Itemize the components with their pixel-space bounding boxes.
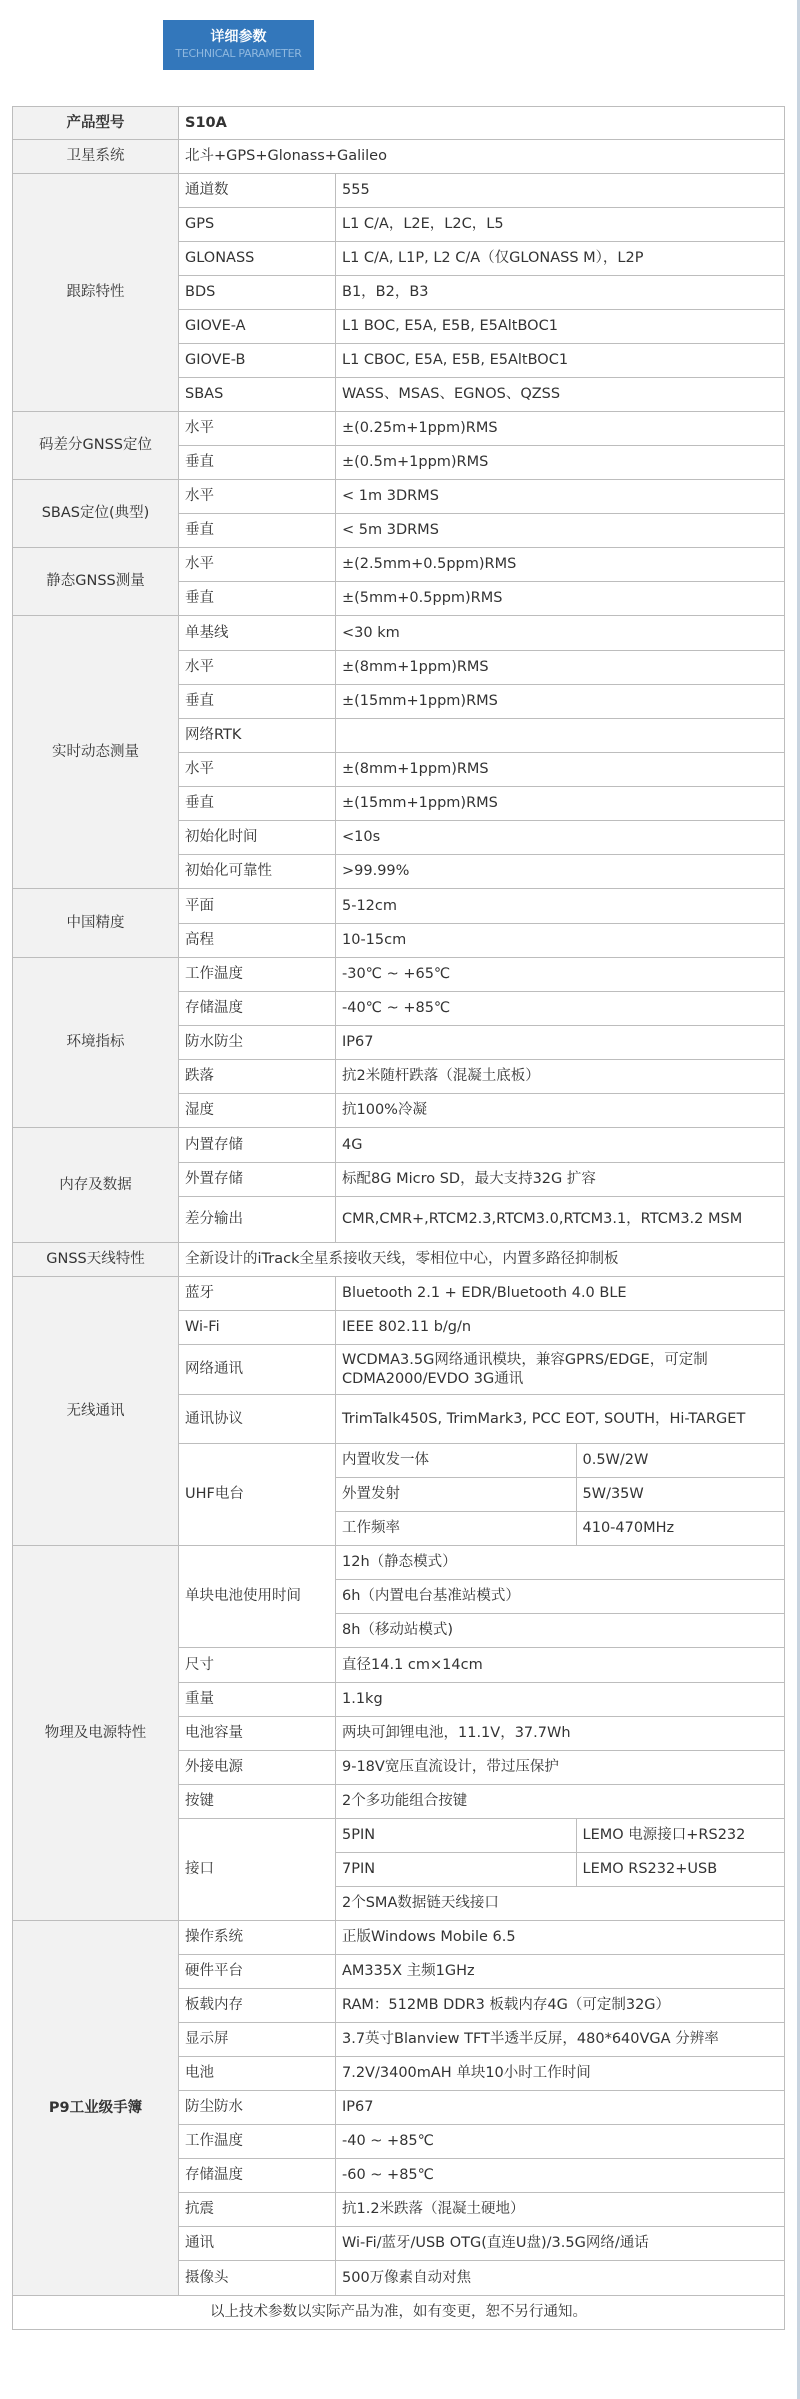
row-key: 工作频率 [336,1512,576,1546]
row-value: ±(0.25m+1ppm)RMS [336,412,785,446]
row-key: 7PIN [336,1853,576,1886]
row-key: BDS [179,276,336,310]
row-key: 跌落 [179,1060,336,1094]
row-key: 抗震 [179,2193,336,2227]
row-key: 通讯 [179,2227,336,2261]
row-value: L1 BOC, E5A, E5B, E5AltBOC1 [336,310,785,344]
row-key: 外接电源 [179,1751,336,1785]
row-value: 标配8G Micro SD，最大支持32G 扩容 [336,1163,785,1197]
row-value: LEMO 电源接口+RS232 [582,1827,746,1843]
row-value: 410-470MHz [582,1520,675,1536]
row-value: 抗1.2米跌落（混凝土硬地） [336,2193,785,2227]
table-row [13,412,785,446]
table-row [13,1921,785,1955]
row-key: 蓝牙 [179,1277,336,1311]
banner-subtitle: TECHNICAL PARAMETER [175,47,302,60]
row-key: 水平 [179,651,336,685]
wireless-label: 无线通讯 [13,1277,179,1546]
row-key: 湿度 [179,1094,336,1128]
row-key: Wi-Fi [179,1311,336,1345]
row-value: 500万像素自动对焦 [336,2261,785,2296]
technical-parameter-banner [163,20,314,70]
row-key: 显示屏 [179,2023,336,2057]
row-value: WCDMA3.5G网络通讯模块，兼容GPRS/EDGE，可定制CDMA2000/EVDO 3G通讯 [336,1345,785,1395]
interface-label: 接口 [179,1819,336,1921]
table-row [13,1243,785,1277]
row-value: WASS、MSAS、EGNOS、QZSS [336,378,785,412]
row-value: LEMO RS232+USB [582,1861,718,1877]
row-value: ±(0.5m+1ppm)RMS [336,446,785,480]
battery-time-label: 单块电池使用时间 [179,1546,336,1648]
rtk-label: 实时动态测量 [13,616,179,889]
row-value: 10-15cm [336,924,785,958]
table-row [13,1277,785,1311]
uhf-subtable [336,1444,784,1545]
storage-label: 内存及数据 [13,1128,179,1243]
row-value: -30℃ ~ +65℃ [336,958,785,992]
table-row [13,616,785,651]
row-value: 抗2米随杆跌落（混凝土底板） [336,1060,785,1094]
row-value: 抗100%冷凝 [336,1094,785,1128]
table-row [13,2296,785,2330]
row-key: GIOVE-B [179,344,336,378]
table-row [336,1478,784,1512]
row-value: IP67 [336,1026,785,1060]
spec-table [12,106,785,2330]
uhf-subtable-cell [336,1444,785,1546]
row-key: 单基线 [179,616,336,651]
table-row [13,107,785,140]
table-row [13,140,785,174]
table-row [13,958,785,992]
row-value: ±(2.5mm+0.5ppm)RMS [336,548,785,582]
table-row [13,1546,785,1580]
row-key: 硬件平台 [179,1955,336,1989]
row-key: 操作系统 [179,1921,336,1955]
physical-label: 物理及电源特性 [13,1546,179,1921]
row-key: 初始化时间 [179,821,336,855]
antenna-label: GNSS天线特性 [13,1243,179,1277]
satellite-value: 北斗+GPS+Glonass+Galileo [179,140,785,174]
row-value: CMR,CMR+,RTCM2.3,RTCM3.0,RTCM3.1，RTCM3.2 MSM [336,1197,785,1243]
row-key: 网络RTK [179,719,336,753]
row-key: 通讯协议 [179,1395,336,1444]
row-value: -40 ~ +85℃ [336,2125,785,2159]
interface-cell [336,1853,785,1887]
row-key: 初始化可靠性 [179,855,336,889]
row-key: 水平 [179,548,336,582]
row-value: L1 CBOC, E5A, E5B, E5AltBOC1 [336,344,785,378]
interface-cell [336,1819,785,1853]
row-value: IEEE 802.11 b/g/n [336,1311,785,1345]
row-value: 6h（内置电台基准站模式） [336,1580,785,1614]
china-label: 中国精度 [13,889,179,958]
row-key: 电池容量 [179,1717,336,1751]
row-value: -60 ~ +85℃ [336,2159,785,2193]
row-value: TrimTalk450S, TrimMark3, PCC EOT, SOUTH，Hi-TARGET [336,1395,785,1444]
table-row [13,1128,785,1163]
row-value: < 5m 3DRMS [336,514,785,548]
row-key: 摄像头 [179,2261,336,2296]
header-label: 产品型号 [13,107,179,140]
row-value: < 1m 3DRMS [336,480,785,514]
table-row [13,548,785,582]
row-key: 重量 [179,1683,336,1717]
row-key: 防尘防水 [179,2091,336,2125]
row-key: 板载内存 [179,1989,336,2023]
table-row [336,1444,784,1478]
interface-subtable [336,1819,784,1852]
row-value [336,719,785,753]
row-key: 平面 [179,889,336,924]
row-key: 垂直 [179,582,336,616]
table-row [13,174,785,208]
row-value: B1，B2，B3 [336,276,785,310]
uhf-label: UHF电台 [179,1444,336,1546]
row-value: 8h（移动站模式) [336,1614,785,1648]
row-key: 外置发射 [336,1478,576,1512]
row-key: 网络通讯 [179,1345,336,1395]
row-key: 水平 [179,412,336,446]
row-value: AM335X 主频1GHz [336,1955,785,1989]
row-key: GLONASS [179,242,336,276]
table-row [13,889,785,924]
row-key: 工作温度 [179,2125,336,2159]
row-value: <10s [336,821,785,855]
row-value: RAM：512MB DDR3 板载内存4G（可定制32G） [336,1989,785,2023]
row-key: 垂直 [179,685,336,719]
row-value: ±(15mm+1ppm)RMS [336,787,785,821]
row-value: 5-12cm [336,889,785,924]
row-value: 1.1kg [336,1683,785,1717]
row-value: ±(8mm+1ppm)RMS [336,651,785,685]
row-value: 正版Windows Mobile 6.5 [336,1921,785,1955]
row-value: Bluetooth 2.1 + EDR/Bluetooth 4.0 BLE [336,1277,785,1311]
row-value: 4G [336,1128,785,1163]
row-value: IP67 [336,2091,785,2125]
row-value: 直径14.1 cm×14cm [336,1648,785,1683]
code-diff-label: 码差分GNSS定位 [13,412,179,480]
row-value: >99.99% [336,855,785,889]
row-value: L1 C/A，L2E，L2C，L5 [336,208,785,242]
row-value: L1 C/A, L1P, L2 C/A（仅GLONASS M），L2P [336,242,785,276]
row-key: GIOVE-A [179,310,336,344]
static-label: 静态GNSS测量 [13,548,179,616]
env-label: 环境指标 [13,958,179,1128]
row-key: SBAS [179,378,336,412]
row-key: 差分输出 [179,1197,336,1243]
row-value: 5W/35W [576,1478,784,1512]
row-key: 水平 [179,480,336,514]
table-row [336,1512,784,1546]
row-key: 高程 [179,924,336,958]
row-value: ±(8mm+1ppm)RMS [336,753,785,787]
satellite-label: 卫星系统 [13,140,179,174]
row-key: 外置存储 [179,1163,336,1197]
row-value: 7.2V/3400mAH 单块10小时工作时间 [336,2057,785,2091]
row-value: 2个SMA数据链天线接口 [336,1887,785,1921]
row-key: 电池 [179,2057,336,2091]
table-row [336,1819,784,1852]
row-value: Wi-Fi/蓝牙/USB OTG(直连U盘)/3.5G网络/通话 [336,2227,785,2261]
row-key: 工作温度 [179,958,336,992]
header-model: S10A [179,107,785,140]
row-key: 垂直 [179,787,336,821]
tracking-label: 跟踪特性 [13,174,179,412]
row-value: <30 km [336,616,785,651]
sbas-label: SBAS定位(典型) [13,480,179,548]
row-key: 水平 [179,753,336,787]
banner-title: 详细参数 [210,29,267,45]
row-value: 3.7英寸Blanview TFT半透半反屏，480*640VGA 分辨率 [336,2023,785,2057]
footer-note: 以上技术参数以实际产品为准，如有变更，恕不另行通知。 [13,2296,785,2330]
row-key: 存储温度 [179,992,336,1026]
row-value: 9-18V宽压直流设计，带过压保护 [336,1751,785,1785]
row-key: 按键 [179,1785,336,1819]
row-key: 垂直 [179,446,336,480]
row-value: ±(5mm+0.5ppm)RMS [336,582,785,616]
row-value: ±(15mm+1ppm)RMS [336,685,785,719]
handheld-label: P9工业级手簿 [13,1921,179,2296]
table-row [13,480,785,514]
row-value: -40℃ ~ +85℃ [336,992,785,1026]
row-key: GPS [179,208,336,242]
row-value: 两块可卸锂电池，11.1V，37.7Wh [336,1717,785,1751]
row-value: 555 [336,174,785,208]
table-row [336,1853,784,1886]
row-value: 12h（静态模式） [336,1546,785,1580]
row-key: 防水防尘 [179,1026,336,1060]
row-key: 尺寸 [179,1648,336,1683]
row-key: 内置收发一体 [336,1444,576,1478]
row-value: 2个多功能组合按键 [336,1785,785,1819]
row-value: 0.5W/2W [576,1444,784,1478]
row-key: 垂直 [179,514,336,548]
interface-subtable [336,1853,784,1886]
antenna-value: 全新设计的iTrack全星系接收天线，零相位中心，内置多路径抑制板 [179,1243,785,1277]
row-key: 5PIN [336,1819,576,1852]
row-key: 存储温度 [179,2159,336,2193]
row-key: 内置存储 [179,1128,336,1163]
row-key: 通道数 [179,174,336,208]
